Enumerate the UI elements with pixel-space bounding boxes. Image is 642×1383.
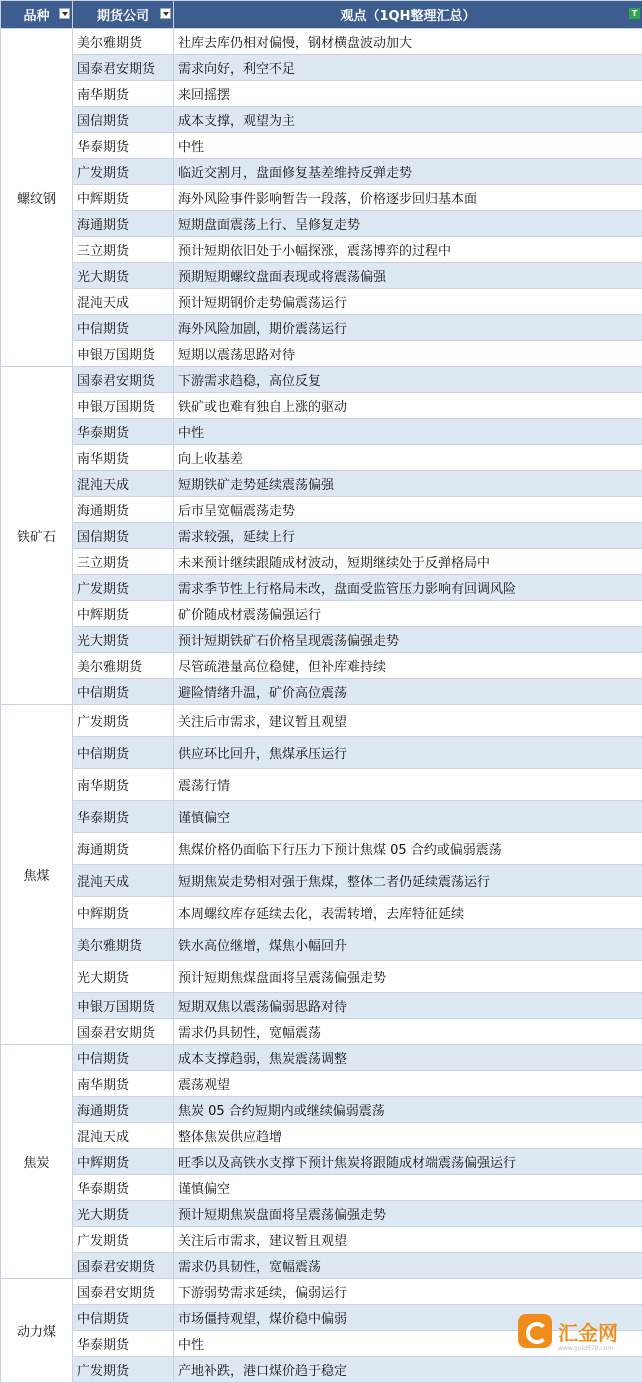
category-cell[interactable]: 焦煤	[1, 705, 73, 1045]
company-cell[interactable]: 华泰期货	[73, 419, 174, 445]
table-row	[1, 341, 642, 367]
table-row	[1, 471, 642, 497]
view-cell[interactable]: 需求向好，利空不足	[174, 55, 642, 81]
company-cell[interactable]: 中辉期货	[73, 185, 174, 211]
table-row	[1, 497, 642, 523]
table-row	[1, 237, 642, 263]
view-cell[interactable]: 旺季以及高铁水支撑下预计焦炭将跟随成材端震荡偏强运行	[174, 1149, 642, 1175]
company-cell[interactable]: 华泰期货	[73, 1331, 174, 1357]
company-cell[interactable]: 南华期货	[73, 1071, 174, 1097]
category-cell[interactable]: 铁矿石	[1, 367, 73, 705]
company-cell[interactable]: 广发期货	[73, 575, 174, 601]
logo-text: 汇金网	[558, 1317, 618, 1346]
table-row	[1, 55, 642, 81]
view-cell[interactable]: 下游需求趋稳，高位反复	[174, 367, 642, 393]
company-cell[interactable]: 国泰君安期货	[73, 1279, 174, 1305]
table-row	[1, 1071, 642, 1097]
view-cell[interactable]: 尽管疏港量高位稳健，但补库难持续	[174, 653, 642, 679]
table-row	[1, 445, 642, 471]
company-cell[interactable]: 国泰君安期货	[73, 1253, 174, 1279]
view-cell[interactable]: 焦炭 05 合约短期内或继续偏弱震荡	[174, 1097, 642, 1123]
view-cell[interactable]: 短期以震荡思路对待	[174, 341, 642, 367]
view-cell[interactable]: 社库去库仍相对偏慢，钢材横盘波动加大	[174, 29, 642, 55]
table-body	[1, 29, 642, 1383]
company-cell[interactable]: 国信期货	[73, 523, 174, 549]
company-cell[interactable]: 混沌天成	[73, 289, 174, 315]
company-cell[interactable]: 华泰期货	[73, 801, 174, 833]
view-cell[interactable]: 震荡观望	[174, 1071, 642, 1097]
company-cell[interactable]: 中信期货	[73, 679, 174, 705]
company-cell[interactable]: 光大期货	[73, 263, 174, 289]
company-cell[interactable]: 混沌天成	[73, 865, 174, 897]
category-cell[interactable]: 焦炭	[1, 1045, 73, 1279]
company-cell[interactable]: 中信期货	[73, 737, 174, 769]
table-row	[1, 1123, 642, 1149]
view-cell[interactable]: 短期盘面震荡上行、呈修复走势	[174, 211, 642, 237]
view-cell[interactable]: 预期短期螺纹盘面表现或将震荡偏强	[174, 263, 642, 289]
company-cell[interactable]: 中信期货	[73, 1305, 174, 1331]
logo-icon	[518, 1314, 552, 1348]
header-view[interactable]: 观点（1QH整理汇总） T	[174, 1, 642, 29]
header-company[interactable]: 期货公司	[73, 1, 174, 29]
view-cell[interactable]: 谨慎偏空	[174, 1175, 642, 1201]
company-cell[interactable]: 光大期货	[73, 627, 174, 653]
view-cell[interactable]: 向上收基差	[174, 445, 642, 471]
company-cell[interactable]: 中辉期货	[73, 1149, 174, 1175]
table-row	[1, 1357, 642, 1383]
table-row	[1, 289, 642, 315]
company-cell[interactable]: 美尔雅期货	[73, 929, 174, 961]
table-row	[1, 1149, 642, 1175]
table-row	[1, 211, 642, 237]
table-row	[1, 801, 642, 833]
header-row	[1, 1, 642, 29]
dropdown-arrow-icon[interactable]	[160, 8, 171, 19]
dropdown-arrow-icon[interactable]	[59, 8, 70, 19]
view-cell[interactable]: 成本支撑，观望为主	[174, 107, 642, 133]
view-cell[interactable]: 产地补跌，港口煤价趋于稳定	[174, 1357, 642, 1383]
view-cell[interactable]: 铁矿或也难有独自上涨的驱动	[174, 393, 642, 419]
table-row	[1, 315, 642, 341]
table-row	[1, 1045, 642, 1071]
company-cell[interactable]: 南华期货	[73, 769, 174, 801]
table-row	[1, 1227, 642, 1253]
table-row	[1, 679, 642, 705]
view-cell[interactable]: 中性	[174, 133, 642, 159]
view-cell[interactable]: 避险情绪升温，矿价高位震荡	[174, 679, 642, 705]
company-cell[interactable]: 海通期货	[73, 211, 174, 237]
header-category[interactable]: 品种	[1, 1, 73, 29]
company-cell[interactable]: 广发期货	[73, 1357, 174, 1383]
table-row	[1, 575, 642, 601]
company-cell[interactable]: 光大期货	[73, 1201, 174, 1227]
company-cell[interactable]: 南华期货	[73, 81, 174, 107]
table-row	[1, 601, 642, 627]
table-row	[1, 929, 642, 961]
company-cell[interactable]: 混沌天成	[73, 1123, 174, 1149]
table-row	[1, 897, 642, 929]
company-cell[interactable]: 海通期货	[73, 497, 174, 523]
view-cell[interactable]: 焦煤价格仍面临下行压力下预计焦煤 05 合约或偏弱震荡	[174, 833, 642, 865]
company-cell[interactable]: 申银万国期货	[73, 993, 174, 1019]
view-cell[interactable]: 关注后市需求，建议暂且观望	[174, 1227, 642, 1253]
company-cell[interactable]: 华泰期货	[73, 133, 174, 159]
view-cell[interactable]: 未来预计继续跟随成材波动，短期继续处于反弹格局中	[174, 549, 642, 575]
view-cell[interactable]: 需求季节性上行格局未改，盘面受监管压力影响有回调风险	[174, 575, 642, 601]
table-row	[1, 1097, 642, 1123]
company-cell[interactable]: 中信期货	[73, 315, 174, 341]
view-cell[interactable]: 整体焦炭供应趋增	[174, 1123, 642, 1149]
company-cell[interactable]: 光大期货	[73, 961, 174, 993]
view-cell[interactable]: 预计短期铁矿石价格呈现震荡偏强走势	[174, 627, 642, 653]
company-cell[interactable]: 国泰君安期货	[73, 1019, 174, 1045]
table-row	[1, 993, 642, 1019]
view-cell[interactable]: 海外风险加剧，期价震荡运行	[174, 315, 642, 341]
table-row	[1, 107, 642, 133]
company-cell[interactable]: 美尔雅期货	[73, 29, 174, 55]
table-row	[1, 419, 642, 445]
company-cell[interactable]: 南华期货	[73, 445, 174, 471]
view-cell[interactable]: 来回摇摆	[174, 81, 642, 107]
view-cell[interactable]: 短期铁矿走势延续震荡偏强	[174, 471, 642, 497]
company-cell[interactable]: 美尔雅期货	[73, 653, 174, 679]
table-row	[1, 1253, 642, 1279]
table-row	[1, 705, 642, 737]
table-row	[1, 737, 642, 769]
table-row	[1, 1279, 642, 1305]
view-cell[interactable]: 本周螺纹库存延续去化，表需转增，去库特征延续	[174, 897, 642, 929]
company-cell[interactable]: 中信期货	[73, 1045, 174, 1071]
view-cell[interactable]: 供应环比回升，焦煤承压运行	[174, 737, 642, 769]
view-cell[interactable]: 震荡行情	[174, 769, 642, 801]
company-cell[interactable]: 中辉期货	[73, 601, 174, 627]
view-cell[interactable]: 短期焦炭走势相对强于焦煤，整体二者仍延续震荡运行	[174, 865, 642, 897]
table-row	[1, 29, 642, 55]
table-row	[1, 961, 642, 993]
company-cell[interactable]: 广发期货	[73, 159, 174, 185]
view-cell[interactable]: 后市呈宽幅震荡走势	[174, 497, 642, 523]
view-cell[interactable]: 预计短期钢价走势偏震荡运行	[174, 289, 642, 315]
view-cell[interactable]: 临近交割月，盘面修复基差维持反弹走势	[174, 159, 642, 185]
view-cell[interactable]: 铁水高位继增，煤焦小幅回升	[174, 929, 642, 961]
watermark-logo	[518, 1308, 636, 1354]
company-cell[interactable]: 国泰君安期货	[73, 55, 174, 81]
table-row	[1, 523, 642, 549]
table-row	[1, 653, 642, 679]
view-cell[interactable]: 短期双焦以震荡偏弱思路对待	[174, 993, 642, 1019]
view-cell[interactable]: 成本支撑趋弱，焦炭震荡调整	[174, 1045, 642, 1071]
company-cell[interactable]: 申银万国期货	[73, 393, 174, 419]
view-cell[interactable]: 预计短期焦煤盘面将呈震荡偏强走势	[174, 961, 642, 993]
view-cell[interactable]: 预计短期焦炭盘面将呈震荡偏强走势	[174, 1201, 642, 1227]
category-cell[interactable]: 动力煤	[1, 1279, 73, 1383]
view-cell[interactable]: 矿价随成材震荡偏强运行	[174, 601, 642, 627]
view-cell[interactable]: 关注后市需求，建议暂且观望	[174, 705, 642, 737]
company-cell[interactable]: 三立期货	[73, 237, 174, 263]
table-row	[1, 159, 642, 185]
category-cell[interactable]: 螺纹钢	[1, 29, 73, 367]
table-row	[1, 185, 642, 211]
table-row	[1, 133, 642, 159]
company-cell[interactable]: 国信期货	[73, 107, 174, 133]
company-cell[interactable]: 三立期货	[73, 549, 174, 575]
table-row	[1, 865, 642, 897]
company-cell[interactable]: 中辉期货	[73, 897, 174, 929]
company-cell[interactable]: 混沌天成	[73, 471, 174, 497]
table-row	[1, 549, 642, 575]
table-row	[1, 367, 642, 393]
view-cell[interactable]: 谨慎偏空	[174, 801, 642, 833]
table-row	[1, 393, 642, 419]
table-row	[1, 263, 642, 289]
view-cell[interactable]: 市场僵持观望，煤价稳中偏弱	[174, 1305, 642, 1331]
view-cell[interactable]: 海外风险事件影响暂告一段落，价格逐步回归基本面	[174, 185, 642, 211]
view-cell[interactable]: 中性	[174, 1331, 642, 1357]
company-cell[interactable]: 海通期货	[73, 833, 174, 865]
company-cell[interactable]: 华泰期货	[73, 1175, 174, 1201]
table-row	[1, 1201, 642, 1227]
table-row	[1, 81, 642, 107]
company-cell[interactable]: 海通期货	[73, 1097, 174, 1123]
company-cell[interactable]: 广发期货	[73, 705, 174, 737]
table-row	[1, 1175, 642, 1201]
view-cell[interactable]: 需求仍具韧性，宽幅震荡	[174, 1019, 642, 1045]
company-cell[interactable]: 广发期货	[73, 1227, 174, 1253]
view-cell[interactable]: 中性	[174, 419, 642, 445]
view-cell[interactable]: 预计短期依旧处于小幅探涨，震荡博弈的过程中	[174, 237, 642, 263]
view-cell[interactable]: 需求仍具韧性，宽幅震荡	[174, 1253, 642, 1279]
table-row	[1, 769, 642, 801]
table-row	[1, 627, 642, 653]
logo-subtext: www.gold678.com	[558, 1345, 613, 1352]
view-cell[interactable]: 下游弱势需求延续，偏弱运行	[174, 1279, 642, 1305]
company-cell[interactable]: 申银万国期货	[73, 341, 174, 367]
table-row	[1, 833, 642, 865]
table-row	[1, 1019, 642, 1045]
filter-icon[interactable]: T	[629, 8, 640, 19]
company-cell[interactable]: 国泰君安期货	[73, 367, 174, 393]
view-cell[interactable]: 需求较强，延续上行	[174, 523, 642, 549]
